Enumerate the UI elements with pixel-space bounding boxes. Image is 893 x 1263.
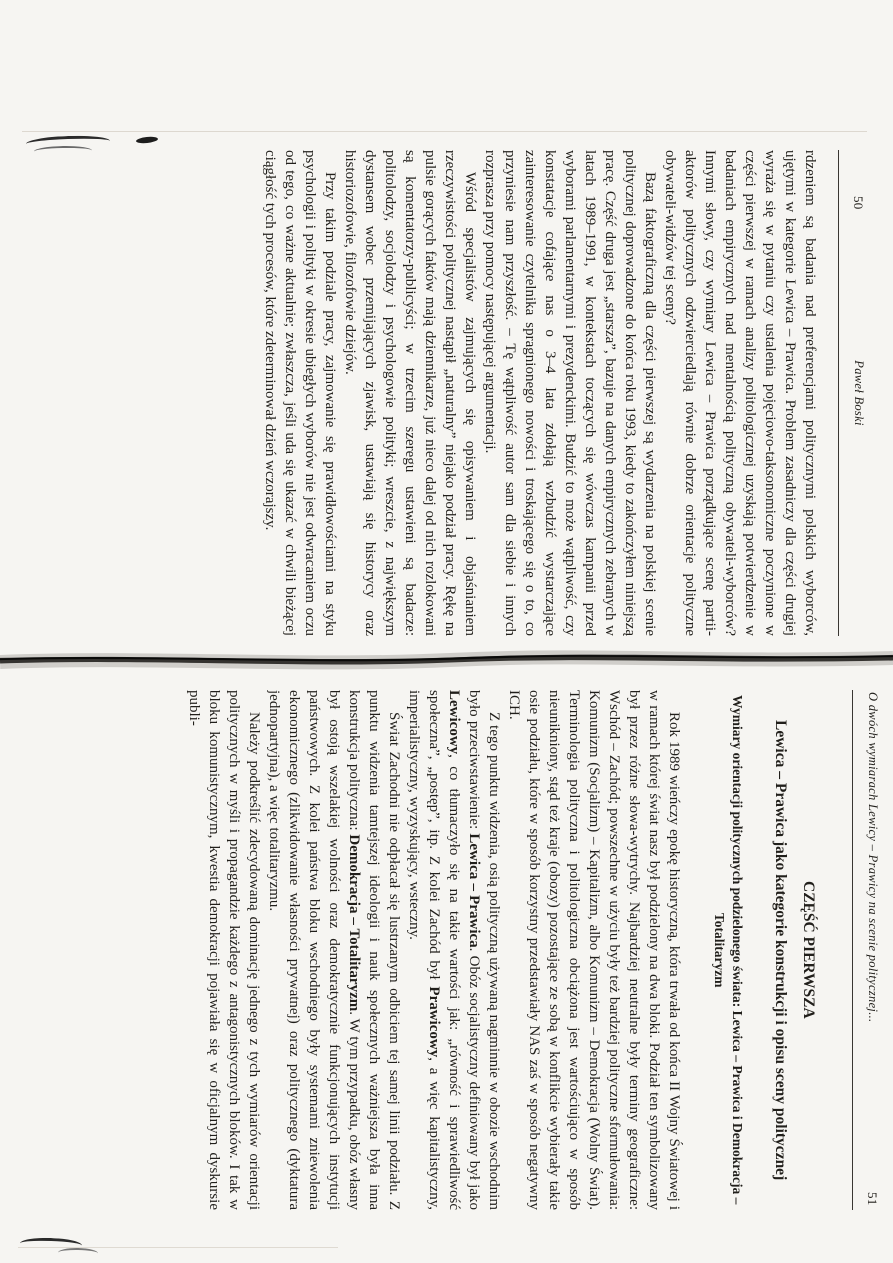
page-51-body-text bbox=[184, 690, 684, 1210]
scan-artifact bbox=[22, 131, 867, 132]
page-50-header-rule bbox=[838, 150, 839, 636]
page-51-header-rule bbox=[852, 690, 853, 1210]
scan-artifact bbox=[18, 1247, 338, 1248]
paragraph: Rok 1989 wieńczy epokę historyczną, która trwała od końca II Wojny Światowej i w ramach której świat nasz był podzielony na dwa bloki. Podział ten symbolizowany był przez różne słowa-wytrychy. Najbardziej neutralne były terminy geograficzne: Wschód – Zachód; powszechne w użyciu były też bardziej polityczne sformułowania: Komunizm (Socjalizm) – Kapitalizm, albo Komunizm – Demokracja (Wolny Świat). Terminologia polityczna i politologiczna obciążona jest wartościująco w sposób nieunikniony, stąd też kraje (obozy) pozostające ze sobą w konflikcie wybierały takie osie podziału, które w sposób korzystny przedstawiały NAS zaś w sposób negatywny ICH. bbox=[506, 690, 682, 1210]
page-51-running-head: O dwóch wymiarach Lewicy – Prawicy na scenie politycznej... bbox=[866, 692, 880, 1023]
paragraph: Bazą faktograficzną dla części pierwszej są wydarzenia na polskiej scenie politycznej doprowadzone do końca roku 1993, kiedy to zakończyłem niniejszą pracę. Część druga jest „starsza”, bazuje na danych empirycznych zebranych w latach 1989–1991, w kontekstach toczących się wówczas kampanii przed wyborami parlamentarnymi i prezydenckimi. Budzić to może wątpliwość, czy konstatacje cofające nas o 3–4 lata zdołają wzbudzić wystarczające zainteresowanie czytelnika spragnionego nowości i troskającego się o to, co przyniesie nam przyszłość. – Tę wątpliwość autor sam dla siebie i innych rozprasza przy pomocy następującej argumentacji. bbox=[482, 150, 658, 636]
page-50 bbox=[36, 136, 866, 650]
scan-artifact bbox=[58, 1248, 98, 1259]
paragraph: Wśród specjalistów zajmujących się opisywaniem i objaśnianiem rzeczywistości politycznej nastąpił „naturalny” niejako podział pracy. Rękę na pulsie gorących faktów mają dziennikarze, już nieco dalej od nich rozlokowani są komentatorzy-publicyści; w trzecim szeregu ustawieni są badacze: politolodzy, socjolodzy i psychologowie polityki; wreszcie, z największym dystansem wobec przemijających zjawisk, ustawiają się historycy oraz historiozofowie, filozofowie dziejów. bbox=[342, 150, 478, 636]
page-51-number: 51 bbox=[865, 1192, 880, 1206]
binding-gutter bbox=[0, 646, 893, 676]
binding-shadow-drawing bbox=[0, 646, 893, 676]
paragraph: Przy takim podziale pracy, zajmowanie się prawidłowościami na styku psychologii i polityki w okresie ubiegłych wyborów nie jest odwracaniem oczu od tego, co ważne aktualnie; zwłaszcza, jeśli uda się ukazać w chwili bieżącej ciągłość tych procesów, które zdeterminował dzień wczorajszy. bbox=[262, 150, 338, 636]
page-51 bbox=[20, 676, 880, 1224]
paragraph: rdzeniem są badania nad preferencjami politycznymi polskich wyborców, ujętymi w kategorie Lewica – Prawica. Problem zasadniczy dla części drugiej wyraża się w pytaniu czy ustalenia pojęciowo-taksonomiczne poczynione w części pierwszej w ramach analizy politologicznej uzyskają potwierdzenie w badaniach empirycznych nad mentalnością polityczną obywateli-wyborców? Innymi słowy, czy wymiary Lewica – Prawica porządkujące scenę partii-aktorów politycznych odzwierciedlają równie dobrze orientacje polityczne obywateli-widzów tej sceny? bbox=[662, 150, 818, 636]
paragraph: Należy podkreślić zdecydowaną dominację jednego z tych wymiarów orientacji politycznych w myśli i propagandzie każdego z antagonistycznych bloków. I tak w bloku komunistycznym, kwestia demokracji pojawiała się w oficjalnym dyskursie publi- bbox=[186, 690, 262, 1210]
chapter-title: Lewica – Prawica jako kategorie konstrukcji i opisu sceny politycznej bbox=[772, 719, 789, 1181]
page-50-running-head: Paweł Boski bbox=[852, 360, 866, 426]
page-51-content bbox=[20, 690, 834, 1210]
part-heading: CZĘŚĆ PIERWSZA bbox=[800, 881, 817, 1019]
paragraph: Świat Zachodni nie odpłacał się lustrzanym odbiciem tej samej linii podziału. Z punktu widzenia tamtejszej ideologii i nauk społecznych ważniejsza była inna konstrukcja polityczna: Demokracja – Totalitaryzm. W tym przypadku, obóz własny był ostoją wszelakiej wolności oraz demokratycznie funkcjonujących instytucji państwowych. Z kolei państwa bloku wschodniego były systemami zniewolenia ekonomicznego (zlikwidowanie własności prywatnej) oraz politycznego (dyktatura jednopartyjna), a więc totalitaryzmu. bbox=[266, 690, 402, 1210]
page-50-number: 50 bbox=[851, 196, 866, 210]
section-heading: Wymiary orientacji politycznych podzielonego świata: Lewica – Prawica i Demokracja – Totalitaryzm bbox=[712, 695, 745, 1205]
paragraph: Z tego punktu widzenia, osią polityczną używaną nagminnie w obozie wschodnim było przeciwstawienie: Lewica – Prawica. Obóz socjalistyczny definiowany był jako Lewicowy, co tłumaczyło się na takie wartości jak: „równość i sprawiedliwość społeczna”, „postęp”, itp. Z kolei Zachód był Prawicowy, a więc kapitalistyczny, imperialistyczny, wyzyskujący, wsteczny. bbox=[406, 690, 502, 1210]
page-50-body-text bbox=[36, 150, 820, 636]
